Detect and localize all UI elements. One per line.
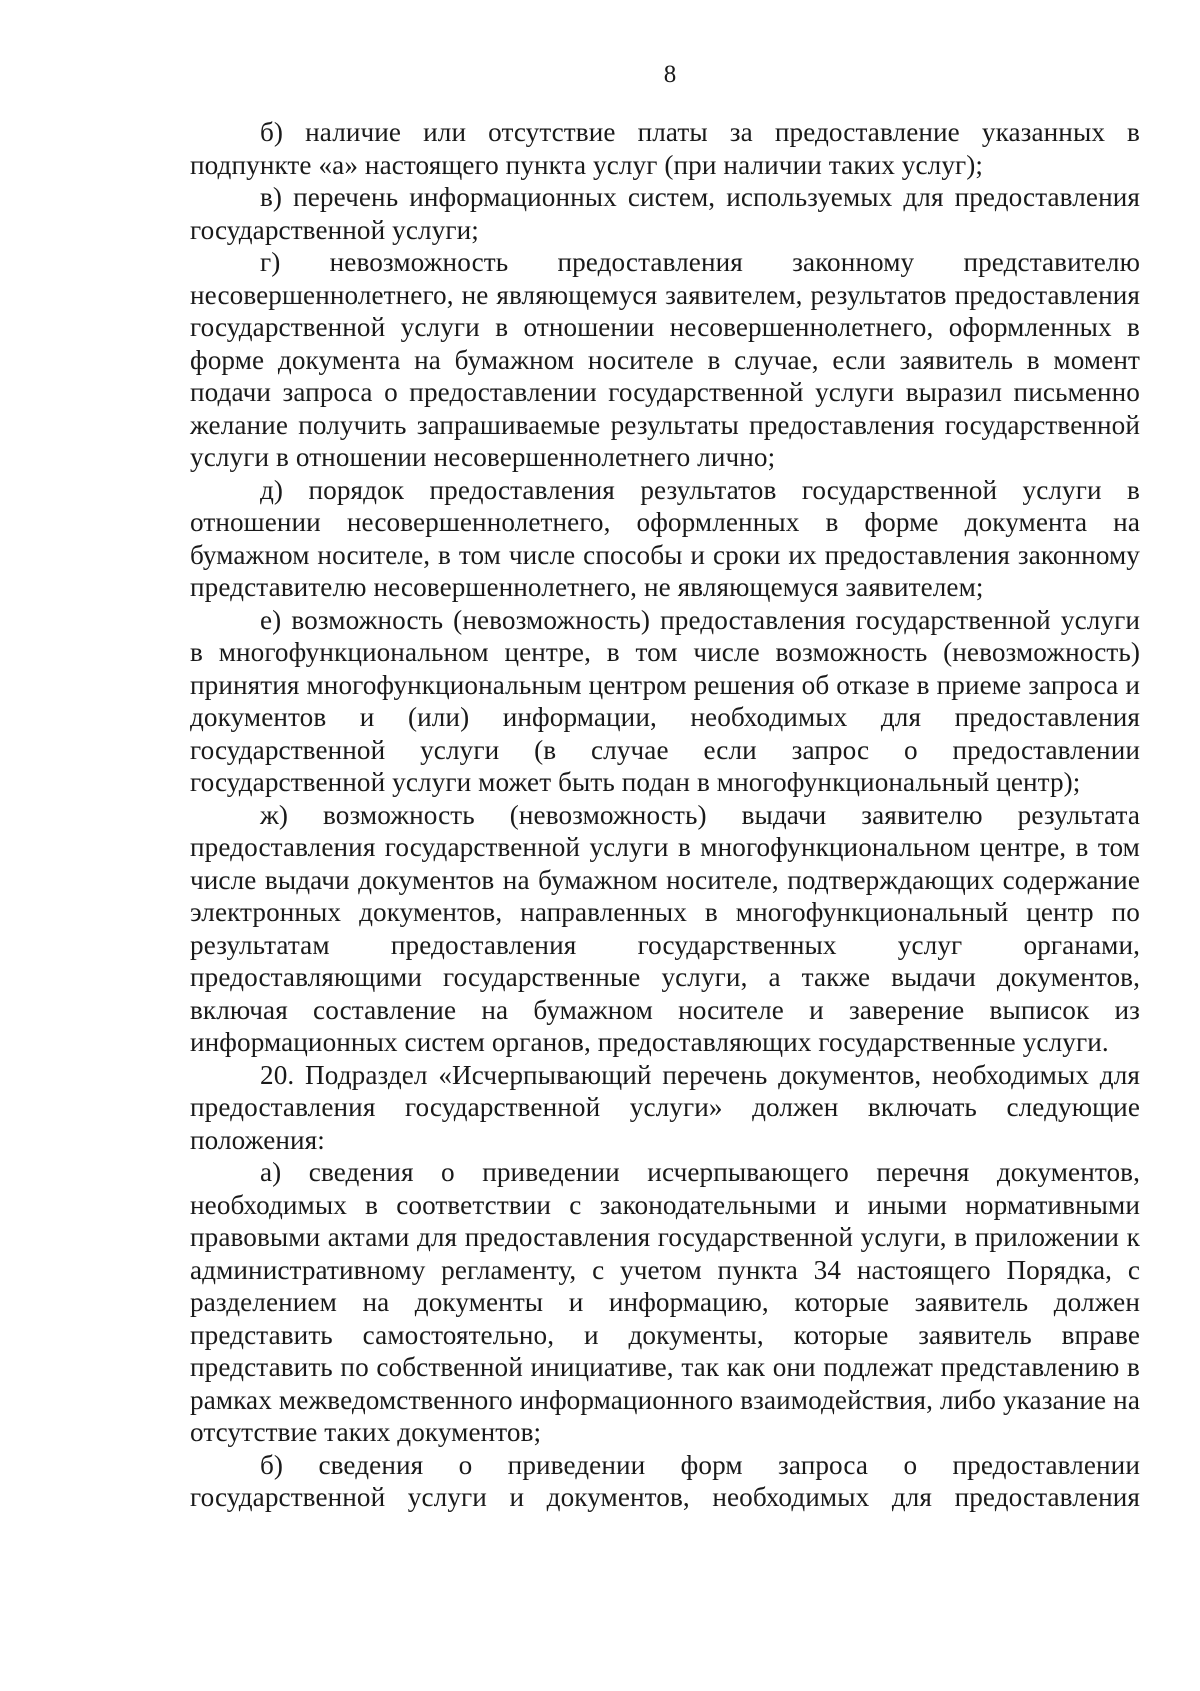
paragraph-e-mfc-possibility: е) возможность (невозможность) предоставления государственной услуги в многофункциональном центре, в том числе возможность (невозможность) принятия многофункциональным центром решения об отказе в приеме запроса и документов и (или) информации, необходимых для предоставления государственной услуги (в случае если запрос о предоставлении государственной услуги может быть подан в многофункциональный центр); xyxy=(190,604,1140,797)
paragraph-d-results-procedure: д) порядок предоставления результатов государственной услуги в отношении несовершеннолетнего, оформленных в форме документа на бумажном носителе, в том числе способы и сроки их предоставления законному представителю несовершеннолетнего, не являющемуся заявителем; xyxy=(190,474,1140,602)
page-number: 8 xyxy=(663,61,677,88)
document-body xyxy=(190,116,1140,1514)
paragraph-a-documents-list: а) сведения о приведении исчерпывающего перечня документов, необходимых в соответствии с законодательными и иными нормативными правовыми актами для предоставления государственной услуги, в приложении к административному регламенту, с учетом пункта 34 настоящего Порядка, с разделением на документы и информацию, которые заявитель должен представить самостоятельно, и документы, которые заявитель вправе представить по собственной инициативе, так как они подлежат представлению в рамках межведомственного информационного взаимодействия, либо указание на отсутствие таких документов; xyxy=(190,1157,1140,1447)
paragraph-20-subsection: 20. Подраздел «Исчерпывающий перечень документов, необходимых для предоставления государственной услуги» должен включать следующие положения: xyxy=(190,1059,1140,1155)
paragraph-zh-mfc-issuance: ж) возможность (невозможность) выдачи заявителю результата предоставления государственной услуги в многофункциональном центре, в том числе выдачи документов на бумажном носителе, подтверждающих содержание электронных документов, направленных в многофункциональный центр по результатам предоставления государственных услуг органами, предоставляющими государственные услуги, а также выдачи документов, включая составление на бумажном носителе и заверение выписок из информационных систем органов, предоставляющих государственные услуги. xyxy=(190,799,1140,1057)
paragraph-b-fee: б) наличие или отсутствие платы за предоставление указанных в подпункте «а» настоящего пункта услуг (при наличии таких услуг); xyxy=(190,117,1140,180)
paragraph-g-legal-representative: г) невозможность предоставления законному представителю несовершеннолетнего, не являющемуся заявителем, результатов предоставления государственной услуги в отношении несовершеннолетнего, оформленных в форме документа на бумажном носителе в случае, если заявитель в момент подачи запроса о предоставлении государственной услуги выразил письменно желание получить запрашиваемые результаты предоставления государственной услуги в отношении несовершеннолетнего лично; xyxy=(190,247,1140,472)
paragraph-v-info-systems: в) перечень информационных систем, используемых для предоставления государственной услуги; xyxy=(190,182,1140,245)
paragraph-b-request-forms: б) сведения о приведении форм запроса о предоставлении государственной услуги и документов, необходимых для предоставления xyxy=(190,1449,1140,1512)
